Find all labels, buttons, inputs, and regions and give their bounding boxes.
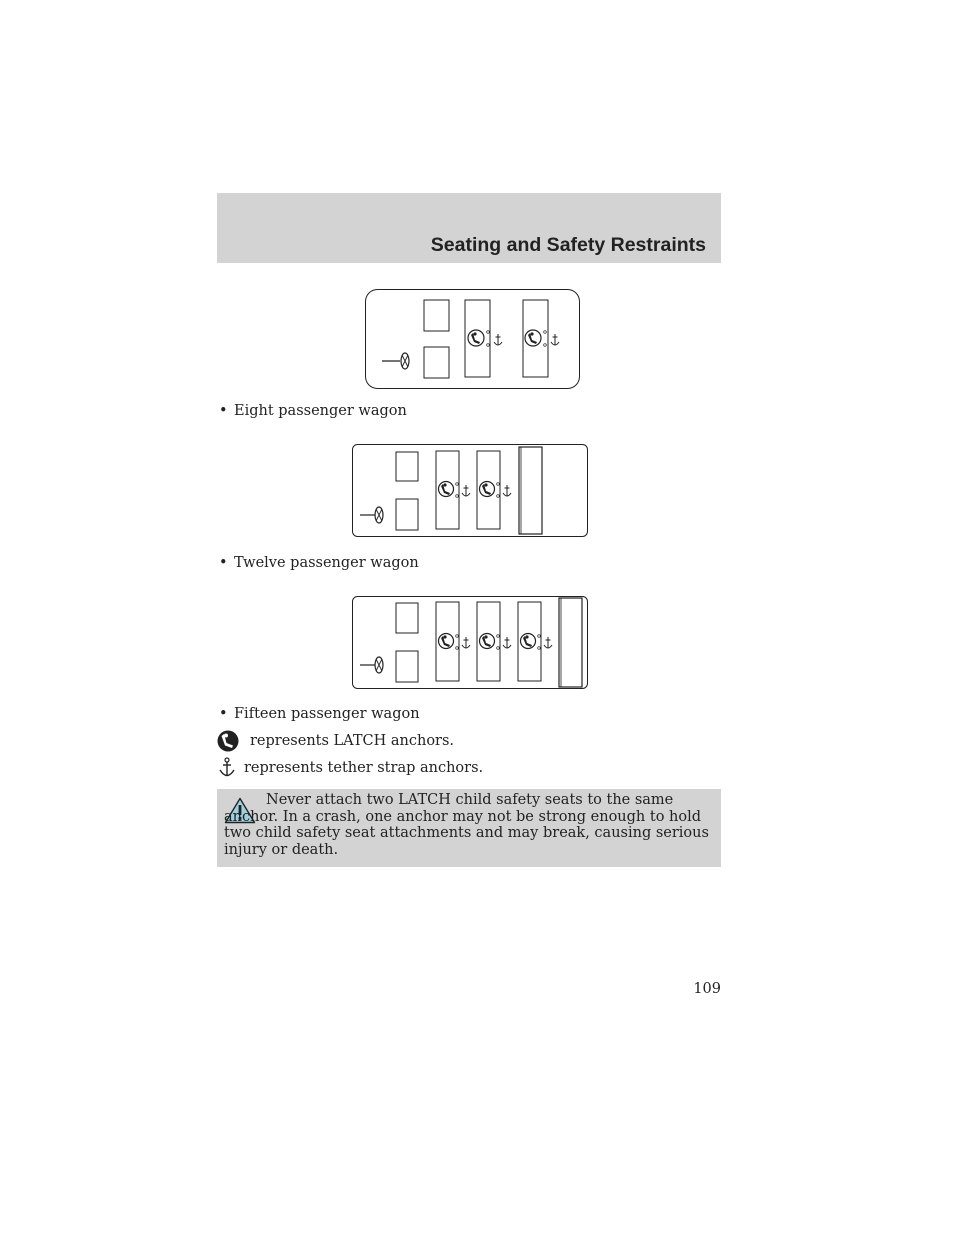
tether-anchor-icon — [503, 485, 511, 496]
legend-latch — [217, 730, 454, 752]
header-band — [217, 193, 721, 263]
steering-wheel-icon — [360, 657, 383, 673]
rear-bench — [519, 447, 542, 534]
legend-tether-text: represents tether strap anchors. — [244, 760, 484, 776]
tether-anchor-icon — [494, 334, 502, 345]
latch-anchor-icon — [480, 482, 495, 497]
caption-text: Twelve passenger wagon — [234, 555, 419, 571]
tether-anchor-icon — [462, 637, 470, 648]
front-seat-driver — [424, 347, 449, 378]
tether-anchor-icon — [544, 637, 552, 648]
tether-anchor-icon — [217, 757, 237, 779]
tether-anchor-icon — [551, 334, 559, 345]
front-seat-driver — [396, 499, 418, 530]
bullet-dot: • — [219, 706, 228, 722]
latch-anchor-icon — [217, 730, 241, 752]
section-title: Seating and Safety Restraints — [430, 234, 706, 256]
latch-anchor-icon — [480, 634, 495, 649]
front-seat-passenger — [424, 300, 449, 331]
steering-wheel-icon — [382, 353, 409, 369]
steering-wheel-icon — [360, 507, 383, 523]
front-seat-driver — [396, 651, 418, 682]
latch-anchor-icon — [439, 482, 454, 497]
seating-diagram-eight — [365, 289, 581, 390]
caption-text: Eight passenger wagon — [234, 403, 407, 419]
bullet-dot: • — [219, 403, 228, 419]
caption-twelve — [219, 555, 419, 571]
caption-eight — [219, 403, 407, 419]
bullet-dot: • — [219, 555, 228, 571]
seating-diagram-twelve — [352, 444, 589, 538]
caption-text: Fifteen passenger wagon — [234, 706, 420, 722]
seating-diagram-fifteen — [352, 596, 589, 690]
legend-tether — [217, 757, 483, 779]
latch-anchor-icon — [439, 634, 454, 649]
latch-anchor-icon — [525, 330, 541, 346]
rear-bench — [559, 598, 582, 687]
latch-anchor-icon — [468, 330, 484, 346]
tether-anchor-icon — [503, 637, 511, 648]
page-number: 109 — [693, 981, 721, 997]
front-seat-passenger — [396, 452, 418, 481]
caption-fifteen — [219, 706, 420, 722]
tether-anchor-icon — [462, 485, 470, 496]
legend-latch-text: represents LATCH anchors. — [250, 733, 455, 749]
warning-text: Never attach two LATCH child safety seats to the same anchor. In a crash, one anchor may not be strong enough to hold two child safety seat attachments and may break, causing serious injury or death. — [224, 792, 709, 858]
warning-box — [217, 789, 721, 867]
front-seat-passenger — [396, 603, 418, 633]
latch-anchor-icon — [521, 634, 536, 649]
